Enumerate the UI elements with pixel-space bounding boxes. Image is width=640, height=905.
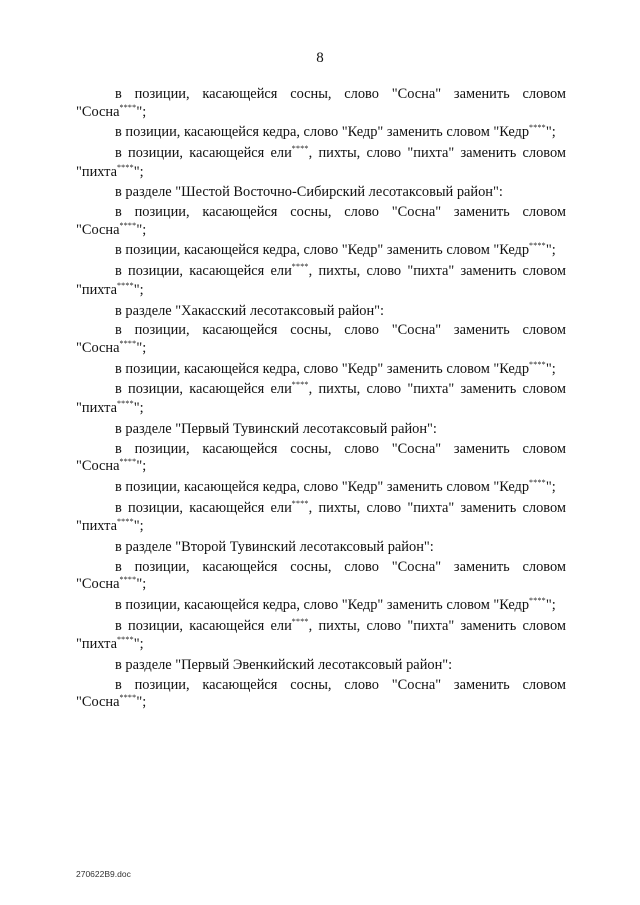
footnote-marker: **** <box>116 162 134 172</box>
footnote-marker: **** <box>291 380 309 390</box>
footnote-marker: **** <box>119 575 137 585</box>
item-text: , пихты, слово "пихта" заменить словом "пихта <box>76 617 566 653</box>
footnote-marker: **** <box>116 398 134 408</box>
amendment-item <box>76 124 566 143</box>
amendment-item <box>76 242 566 261</box>
item-text: "; <box>136 339 147 356</box>
item-text: в позиции, касающейся кедра, слово "Кедр" заменить словом "Кедр <box>115 478 530 495</box>
item-text: в позиции, касающейся сосны, слово "Сосна" заменить словом "Сосна <box>76 440 566 475</box>
amendment-item <box>76 597 566 616</box>
footnote-marker: **** <box>119 338 137 348</box>
footnote-marker: **** <box>119 102 137 112</box>
page-number: 8 <box>316 50 324 66</box>
footnote-marker: **** <box>119 457 137 467</box>
item-text: "; <box>136 221 147 238</box>
amendment-item <box>76 677 566 713</box>
amendment-item <box>76 441 566 477</box>
item-text: в позиции, касающейся кедра, слово "Кедр" заменить словом "Кедр <box>115 597 530 614</box>
item-text: "; <box>133 636 144 653</box>
footnote-marker: **** <box>291 616 309 626</box>
item-text: "; <box>133 518 144 535</box>
amendment-item <box>76 618 566 655</box>
section-heading: в разделе "Первый Тувинский лесотаксовый район": <box>115 420 437 437</box>
amendment-item <box>76 263 566 300</box>
item-text: в позиции, касающейся ели <box>115 381 292 398</box>
item-text: "; <box>545 242 556 259</box>
footnote-marker: **** <box>116 635 134 645</box>
amendment-item <box>76 479 566 498</box>
item-text: "; <box>133 281 144 298</box>
footnote-marker: **** <box>529 241 546 251</box>
footnote-marker: **** <box>291 144 309 154</box>
footnote-marker: **** <box>119 220 137 230</box>
section-heading: в разделе "Шестой Восточно-Сибирский лесотаксовый район": <box>115 184 503 201</box>
item-text: в позиции, касающейся сосны, слово "Сосна" заменить словом "Сосна <box>76 204 566 238</box>
amendment-item <box>76 381 566 418</box>
amendment-item <box>76 145 566 182</box>
amendment-item <box>76 361 566 380</box>
item-text: , пихты, слово "пихта" заменить словом "пихта <box>76 263 566 298</box>
item-text: в позиции, касающейся ели <box>115 145 292 162</box>
file-name-footer: 270622B9.doc <box>76 869 131 879</box>
amendment-item <box>76 322 566 358</box>
item-text: в позиции, касающейся сосны, слово "Сосна" заменить словом "Сосна <box>76 676 566 711</box>
item-text: "; <box>136 694 147 711</box>
section-heading: в разделе "Второй Тувинский лесотаксовый район": <box>115 538 434 555</box>
footnote-marker: **** <box>529 359 546 369</box>
item-text: "; <box>133 163 144 180</box>
footnote-marker: **** <box>119 693 137 703</box>
amendment-item <box>76 204 566 240</box>
item-text: , пихты, слово "пихта" заменить словом "пихта <box>76 499 566 535</box>
item-text: "; <box>545 360 556 377</box>
footnote-marker: **** <box>529 477 546 487</box>
amendment-item <box>76 500 566 537</box>
item-text: в позиции, касающейся сосны, слово "Сосна" заменить словом "Сосна <box>76 322 566 356</box>
item-text: "; <box>545 124 556 141</box>
footnote-marker: **** <box>116 280 134 290</box>
item-text: в позиции, касающейся ели <box>115 263 292 280</box>
item-text: "; <box>136 103 147 120</box>
item-text: в позиции, касающейся ели <box>115 617 292 634</box>
item-text: в позиции, касающейся сосны, слово "Сосна" заменить словом "Сосна <box>76 558 566 593</box>
item-text: "; <box>545 597 556 614</box>
item-text: "; <box>136 458 147 475</box>
footnote-marker: **** <box>529 596 546 606</box>
item-text: в позиции, касающейся кедра, слово "Кедр" заменить словом "Кедр <box>115 360 530 377</box>
item-text: в позиции, касающейся ели <box>115 499 292 516</box>
footnote-marker: **** <box>116 517 134 527</box>
amendment-item <box>76 86 566 122</box>
amendment-item <box>76 559 566 595</box>
item-text: в позиции, касающейся кедра, слово "Кедр" заменить словом "Кедр <box>115 242 530 259</box>
item-text: в позиции, касающейся сосны, слово "Сосна" заменить словом "Сосна <box>76 86 566 120</box>
item-text: в позиции, касающейся кедра, слово "Кедр" заменить словом "Кедр <box>115 124 530 141</box>
item-text: , пихты, слово "пихта" заменить словом "пихта <box>76 145 566 180</box>
item-text: "; <box>133 399 144 416</box>
footnote-marker: **** <box>529 123 546 133</box>
item-text: , пихты, слово "пихта" заменить словом "пихта <box>76 381 566 416</box>
section-heading: в разделе "Хакасский лесотаксовый район": <box>115 302 385 319</box>
footnote-marker: **** <box>291 262 309 272</box>
item-text: "; <box>136 576 147 593</box>
item-text: "; <box>545 478 556 495</box>
footnote-marker: **** <box>291 498 309 508</box>
document-body <box>76 86 566 715</box>
section-heading: в разделе "Первый Эвенкийский лесотаксовый район": <box>115 657 453 674</box>
